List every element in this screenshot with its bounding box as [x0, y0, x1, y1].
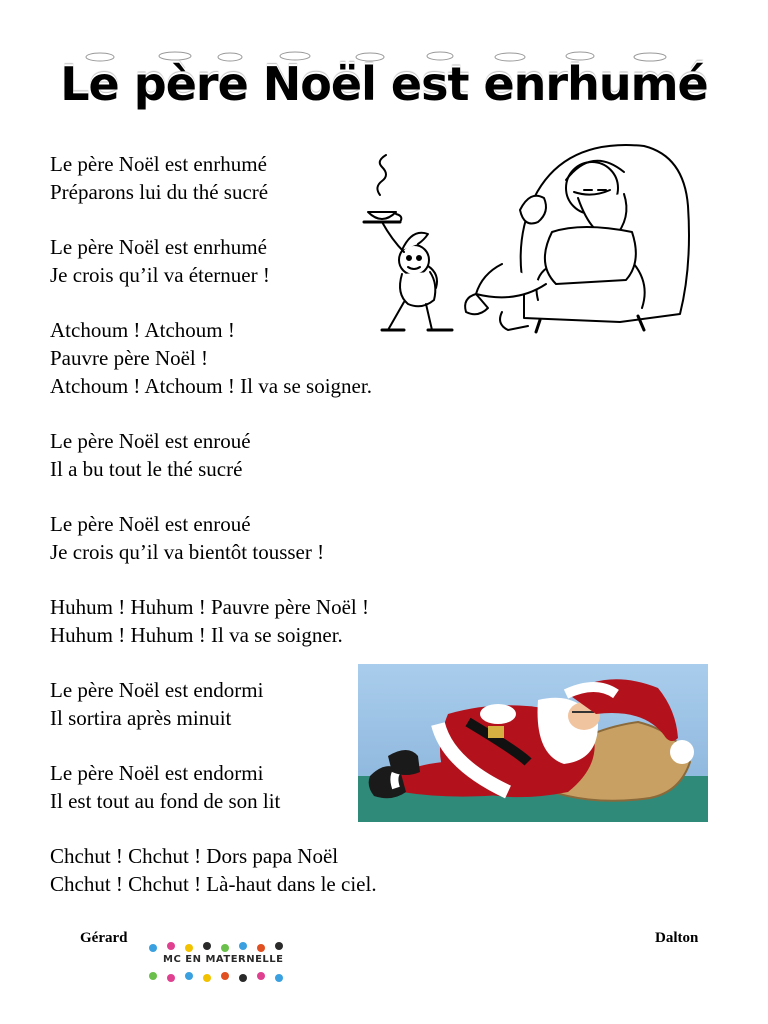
sleeping-santa-photo — [358, 664, 708, 822]
poem-line: Atchoum ! Atchoum ! — [50, 318, 235, 342]
poem-line: Le père Noël est enroué — [50, 429, 251, 453]
poem-line: Pauvre père Noël ! — [50, 346, 209, 370]
poem-line: Préparons lui du thé sucré — [50, 180, 269, 204]
author-last-name: Dalton — [655, 930, 699, 946]
poem-line: Atchoum ! Atchoum ! Il va se soigner. — [50, 374, 372, 398]
stanza — [50, 427, 470, 483]
poem-line: Il est tout au fond de son lit — [50, 789, 281, 813]
logo-text: MC EN MATERNELLE — [163, 954, 284, 965]
poem-line: Le père Noël est enroué — [50, 512, 251, 536]
poem-line: Il a bu tout le thé sucré — [50, 457, 243, 481]
poem-line: Huhum ! Huhum ! Il va se soigner. — [50, 623, 343, 647]
poem-line: Je crois qu’il va éternuer ! — [50, 263, 270, 287]
poem-line: Chchut ! Chchut ! Là-haut dans le ciel. — [50, 872, 377, 896]
santa-armchair-illustration — [352, 140, 708, 340]
poem-line: Le père Noël est endormi — [50, 761, 264, 785]
poem-line: Huhum ! Huhum ! Pauvre père Noël ! — [50, 595, 369, 619]
stanza — [50, 842, 470, 898]
poem-line: Le père Noël est enrhumé — [50, 152, 267, 176]
poem-line: Il sortira après minuit — [50, 706, 232, 730]
poem-line: Chchut ! Chchut ! Dors papa Noël — [50, 844, 339, 868]
page-title: Le père Noël est enrhumé — [60, 57, 708, 111]
stanza — [50, 593, 470, 649]
poem-line: Le père Noël est endormi — [50, 678, 264, 702]
poem-line: Le père Noël est enrhumé — [50, 235, 267, 259]
poem-line: Je crois qu’il va bientôt tousser ! — [50, 540, 325, 564]
author-first-name: Gérard — [80, 930, 128, 946]
stanza — [50, 510, 470, 566]
mc-en-maternelle-logo — [145, 940, 290, 984]
